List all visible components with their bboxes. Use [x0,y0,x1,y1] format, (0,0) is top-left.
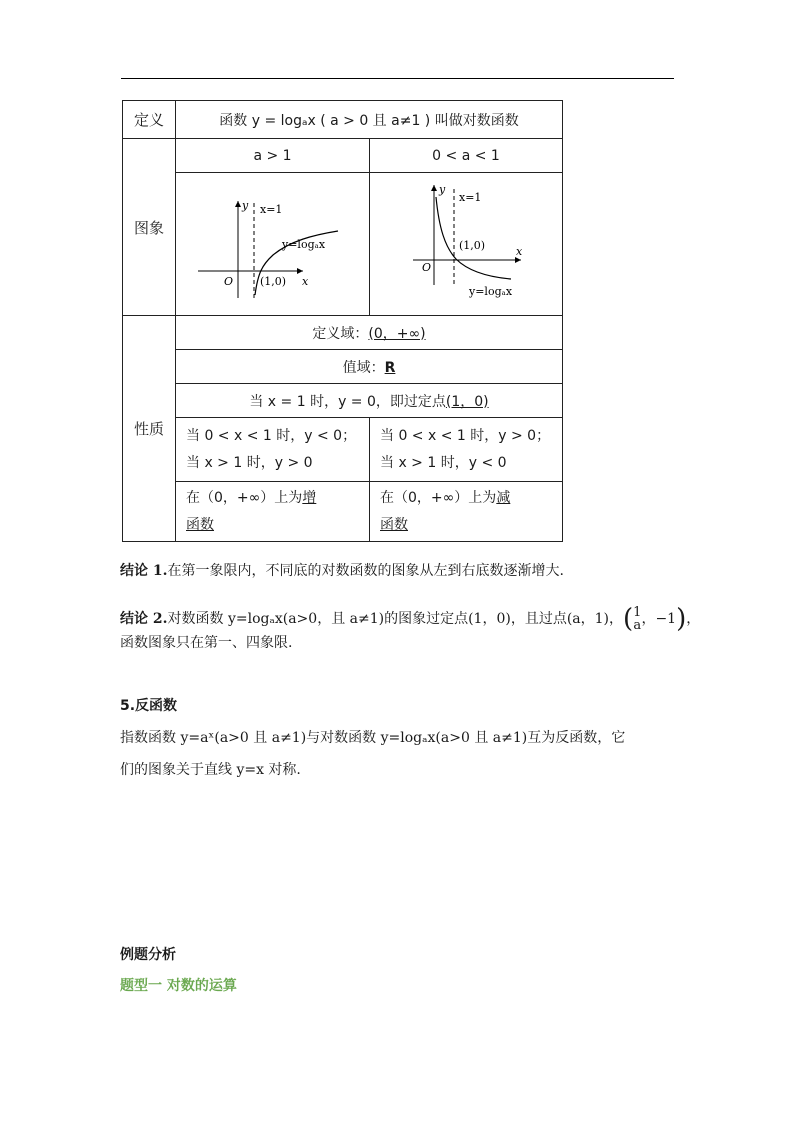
log-properties-table [122,100,563,542]
graph2-y-label: y [439,183,446,196]
conclusion2-text: 对数函数 y=logₐx(a>0，且 a≠1)的图象过定点(1，0)，且过点(a，1)， [167,611,624,627]
col1-header: a > 1 [176,139,370,173]
range-value: R [384,359,396,376]
graph2-x-label: x [516,245,523,258]
conclusion2-line2: 函数图象只在第一、四象限. [120,635,293,651]
mono2-word2: 函数 [380,516,408,533]
graph1-x-label: x [301,275,308,288]
frac-denominator: a [633,618,642,633]
fixed-point-prefix: 当 x = 1 时，y = 0，即过定点 [249,393,446,410]
domain-prefix: 定义域： [312,325,369,342]
definition-label: 定义 [123,101,176,139]
sign1-line2: 当 x > 1 时，y > 0 [186,454,313,471]
graph-a-gt-1 [178,173,368,311]
graph1-y-label: y [241,199,248,212]
range-row [176,350,563,384]
examples-title: 例题分析 [120,947,176,963]
header-rule [121,78,674,79]
monotonic-a-lt-1 [370,482,563,542]
properties-label: 性质 [123,316,176,542]
mono2-prefix: 在（0，+∞）上为 [380,489,497,506]
left-paren: ( [623,604,634,634]
conclusion-1 [120,561,564,581]
section5-title: 5.反函数 [120,698,178,714]
right-paren: ) [676,604,687,634]
frac-after: ，−1 [641,611,677,627]
col2-header: 0 < a < 1 [370,139,563,173]
conclusion2-label: 结论 2. [120,611,168,627]
mono2-word1: 减 [496,489,511,506]
sign2-line2: 当 x > 1 时，y < 0 [380,454,507,471]
graph1-origin-label: O [223,275,233,288]
definition-text: 函数 y = logₐx ( a > 0 且 a≠1 ) 叫做对数函数 [176,101,563,139]
conclusion1-text: 在第一象限内，不同底的对数函数的图象从左到右底数逐渐增大. [167,563,564,579]
frac-numerator: 1 [633,605,642,620]
mono1-prefix: 在（0，+∞）上为 [186,489,303,506]
conclusion-2: 结论 2.对数函数 y=logₐx(a>0，且 a≠1)的图象过定点(1，0)，且过点(a，1)，(1 a，−1)， [120,604,701,634]
range-prefix: 值域： [342,359,385,376]
domain-row [176,316,563,350]
fixed-point-value: (1，0) [445,393,489,410]
graph2-asymptote-label: x=1 [459,191,482,204]
sign-a-gt-1 [176,418,370,482]
graph2-origin-label: O [422,261,432,274]
sign2-line1: 当 0 < x < 1 时，y > 0； [380,427,551,444]
domain-value: (0，+∞) [368,325,426,342]
section5-line2: 们的图象关于直线 y=x 对称. [120,762,301,778]
mono1-word1: 增 [302,489,317,506]
section5-line1: 指数函数 y=aˣ(a>0 且 a≠1)与对数函数 y=logₐx(a>0 且 a≠1)互为反函数，它 [120,730,626,746]
graph-a-lt-1-cell [370,173,563,316]
graph-a-gt-1-cell [176,173,370,316]
graph2-curve-label: y=logₐx [469,285,513,298]
sign-a-lt-1 [370,418,563,482]
conclusion1-label: 结论 1. [120,563,168,579]
fixed-point-row [176,384,563,418]
graph1-asymptote-label: x=1 [259,203,282,216]
graph1-curve-label: y=logₐx [281,238,325,251]
examples-subtitle: 题型一 对数的运算 [120,978,237,994]
graph-label: 图象 [123,139,176,316]
monotonic-a-gt-1 [176,482,370,542]
sign1-line1: 当 0 < x < 1 时，y < 0； [186,427,357,444]
graph-a-lt-1 [371,173,561,311]
graph2-point-label: (1,0) [459,239,486,252]
mono1-word2: 函数 [186,516,214,533]
graph1-point-label: (1,0) [259,275,286,288]
